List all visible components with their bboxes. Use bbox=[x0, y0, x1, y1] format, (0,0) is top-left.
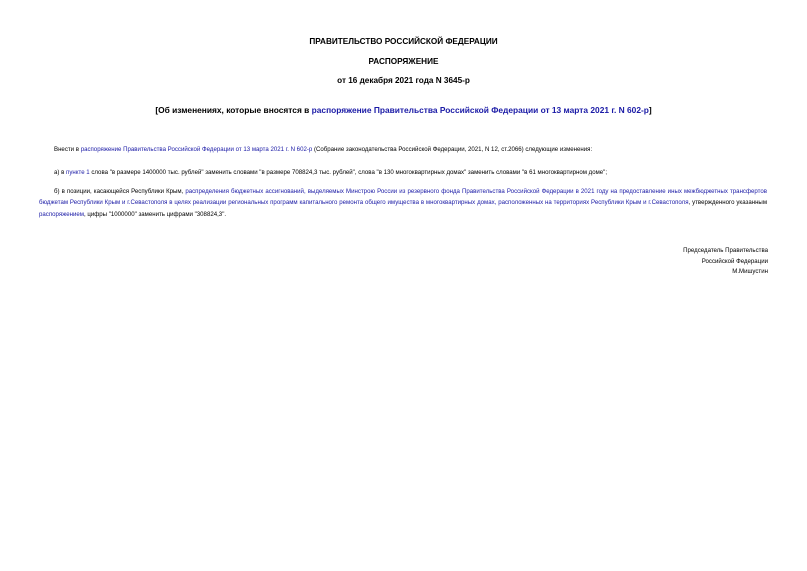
signature-name: М.Мишустин bbox=[732, 268, 768, 275]
para3-text-3: , цифры "1000000" заменить цифрами "308824,3". bbox=[83, 210, 227, 218]
government-heading: ПРАВИТЕЛЬСТВО РОССИЙСКОЙ ФЕДЕРАЦИИ bbox=[309, 37, 498, 46]
para1-text-2: (Собрание законодательства Российской Федерации, 2021, N 12, ст.2066) следующие изменения: bbox=[312, 146, 593, 153]
document-type-heading: РАСПОРЯЖЕНИЕ bbox=[368, 57, 439, 66]
paragraph-intro bbox=[39, 144, 767, 155]
signature-organization: Российской Федерации bbox=[701, 257, 768, 265]
para2-text-1: а) в bbox=[54, 169, 67, 176]
document-subject bbox=[0, 105, 807, 115]
para3-order-link[interactable]: распоряжением bbox=[39, 210, 84, 218]
subject-open-text: [Об изменениях, которые вносятся в bbox=[155, 105, 312, 115]
document-date-number: от 16 декабря 2021 года N 3645-р bbox=[337, 76, 470, 85]
signature-title: Председатель Правительства bbox=[683, 247, 768, 254]
paragraph-a bbox=[39, 167, 767, 178]
para2-clause-link[interactable]: пункте 1 bbox=[66, 169, 90, 176]
subject-close-text: ] bbox=[648, 105, 652, 115]
para3-text-1: б) в позиции, касающейся Республики Крым, bbox=[54, 188, 186, 195]
para3-distribution-link[interactable]: распределения бюджетных ассигнований, выделяемых Минстрою России из резервного фонда Правительства Российской Федерации в 2021 году на предоставление иных межбюджетных трансфертов бюджетам Республики Крым и г.Севастополя в целях реализации региональных программ капитального ремонта общего имущества в многоквартирных домах, расположенных на территориях Республики Крым и г.Севастополя bbox=[39, 188, 767, 207]
subject-decree-link[interactable]: распоряжение Правительства Российской Федерации от 13 марта 2021 г. N 602-р bbox=[311, 105, 649, 115]
para1-decree-link[interactable]: распоряжение Правительства Российской Федерации от 13 марта 2021 г. N 602-р bbox=[80, 146, 313, 153]
paragraph-b bbox=[39, 186, 767, 220]
para2-text-2: слова "в размере 1400000 тыс. рублей" заменить словами "в размере 708824,3 тыс. рублей", слова "в 130 многоквартирных домах" заменить словами "в 61 многоквартирном доме"; bbox=[89, 169, 608, 176]
signature-block bbox=[683, 246, 768, 278]
para1-text-1: Внести в bbox=[54, 146, 81, 153]
para3-text-2: , утвержденного указанным bbox=[688, 199, 768, 207]
